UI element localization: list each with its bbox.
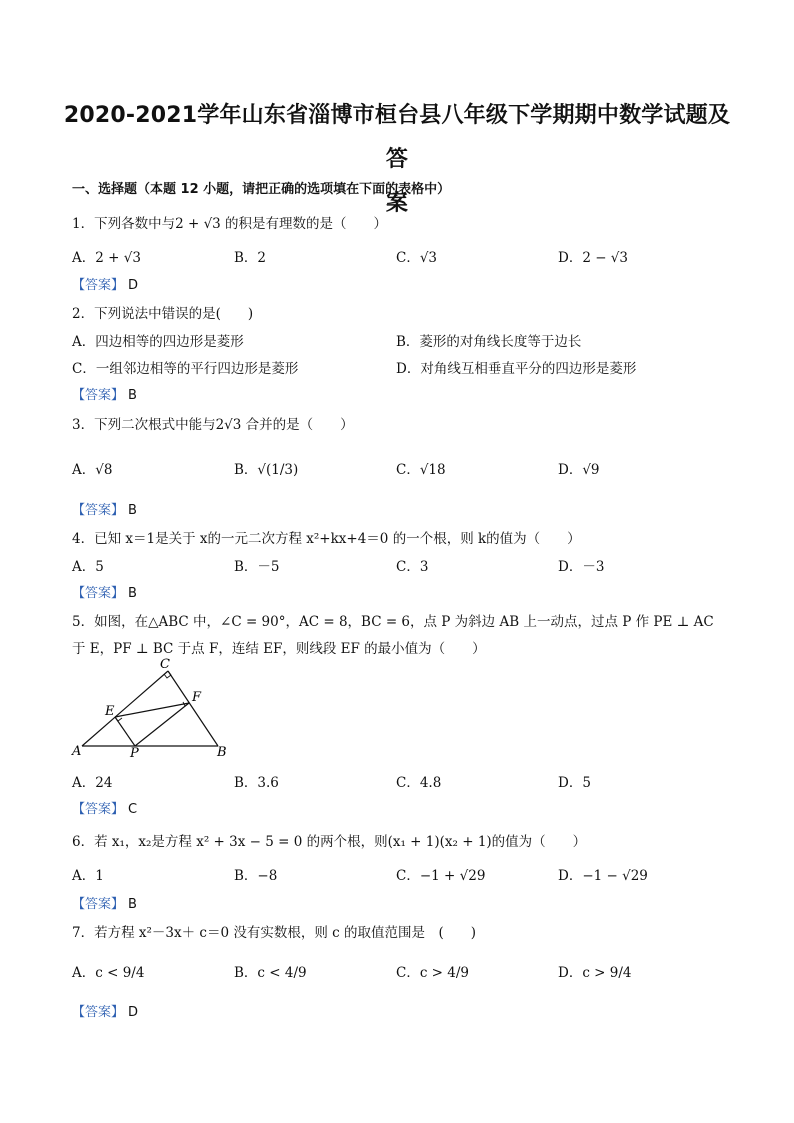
question-1-option-a: A．2 + √3 <box>72 250 141 266</box>
question-4-option-b: B．－5 <box>234 559 280 575</box>
answer-value: D <box>128 1005 139 1020</box>
question-7-option-b: B．c < 4/9 <box>234 965 307 981</box>
question-5-stem-line-2: 于 E，PF ⊥ BC 于点 F，连结 EF，则线段 EF 的最小值为（ ） <box>72 641 486 657</box>
question-1-option-b: B．2 <box>234 250 267 266</box>
answer-tag: 【答案】 <box>72 503 125 518</box>
question-1-option-d: D．2 − √3 <box>558 250 628 266</box>
question-3-option-c: C．√18 <box>396 462 446 478</box>
question-5-option-c: C．4.8 <box>396 775 442 791</box>
question-4-stem: 4．已知 x＝1是关于 x的一元二次方程 x²+kx+4＝0 的一个根，则 k的值为（ ） <box>72 531 581 547</box>
question-1-answer <box>72 274 138 293</box>
question-7-option-a: A．c < 9/4 <box>72 965 145 981</box>
answer-tag: 【答案】 <box>72 278 125 293</box>
answer-tag: 【答案】 <box>72 388 125 403</box>
answer-tag: 【答案】 <box>72 586 125 601</box>
question-7-answer <box>72 1001 138 1020</box>
question-4-answer <box>72 582 137 601</box>
answer-value: B <box>128 586 137 601</box>
question-7-stem: 7．若方程 x²－3x＋ c＝0 没有实数根，则 c 的取值范围是 ( ) <box>72 925 477 941</box>
document-title <box>60 94 734 226</box>
question-2-answer <box>72 384 137 403</box>
question-7-option-c: C．c > 4/9 <box>396 965 470 981</box>
question-5-stem-line-1: 5．如图，在△ABC 中，∠C = 90°，AC = 8，BC = 6，点 P 为斜边 AB 上一动点，过点 P 作 PE ⊥ AC <box>72 614 714 630</box>
question-5-answer <box>72 798 137 817</box>
label-f: F <box>192 690 202 705</box>
label-a: A <box>72 744 82 758</box>
question-3-answer <box>72 499 137 518</box>
question-6-option-c: C．−1 + √29 <box>396 868 486 884</box>
segment-ac <box>82 671 168 746</box>
question-5-option-b: B．3.6 <box>234 775 279 791</box>
title-line-1: 2020-2021学年山东省淄博市桓台县八年级下学期期中数学试题及答 <box>63 103 731 172</box>
question-4-option-a: A．5 <box>72 559 104 575</box>
answer-tag: 【答案】 <box>72 802 125 817</box>
question-1-option-c: C．√3 <box>396 250 438 266</box>
answer-value: B <box>128 388 137 403</box>
question-4-option-c: C．3 <box>396 559 429 575</box>
segment-bc <box>168 671 218 746</box>
question-6-stem: 6．若 x₁，x₂是方程 x² + 3x − 5 = 0 的两个根，则(x₁ + 1)(x₂ + 1)的值为（ ） <box>72 834 587 850</box>
question-2-option-c: C．一组邻边相等的平行四边形是菱形 <box>72 361 299 377</box>
question-6-answer <box>72 893 137 912</box>
question-2-stem: 2．下列说法中错误的是( ) <box>72 306 254 322</box>
question-1-stem: 1．下列各数中与2 + √3 的积是有理数的是（ ） <box>72 216 388 232</box>
section-heading: 一、选择题（本题 12 小题，请把正确的选项填在下面的表格中） <box>72 182 451 197</box>
answer-value: D <box>128 278 139 293</box>
question-4-option-d: D．－3 <box>558 559 605 575</box>
question-7-option-d: D．c > 9/4 <box>558 965 632 981</box>
question-3-option-d: D．√9 <box>558 462 600 478</box>
question-3-option-a: A．√8 <box>72 462 113 478</box>
answer-value: B <box>128 897 137 912</box>
question-6-option-b: B．−8 <box>234 868 278 884</box>
question-5-option-a: A．24 <box>72 775 113 791</box>
label-e: E <box>105 704 115 719</box>
question-2-option-b: B．菱形的对角线长度等于边长 <box>396 334 582 350</box>
question-3-option-b: B．√(1/3) <box>234 462 299 478</box>
label-p: P <box>130 746 139 758</box>
answer-value: B <box>128 503 137 518</box>
question-3-stem: 3．下列二次根式中能与2√3 合并的是（ ） <box>72 417 354 433</box>
label-c: C <box>160 658 170 672</box>
triangle-figure <box>70 658 240 758</box>
title-line-2: 案 <box>385 191 409 216</box>
label-b: B <box>217 745 227 758</box>
question-5-option-d: D．5 <box>558 775 591 791</box>
segment-pf <box>135 703 189 746</box>
question-2-option-d: D．对角线互相垂直平分的四边形是菱形 <box>396 361 637 377</box>
question-6-option-d: D．−1 − √29 <box>558 868 648 884</box>
answer-tag: 【答案】 <box>72 897 125 912</box>
segment-ef <box>115 703 189 717</box>
answer-tag: 【答案】 <box>72 1005 125 1020</box>
answer-value: C <box>128 802 138 817</box>
question-2-option-a: A．四边相等的四边形是菱形 <box>72 334 244 350</box>
question-6-option-a: A．1 <box>72 868 104 884</box>
